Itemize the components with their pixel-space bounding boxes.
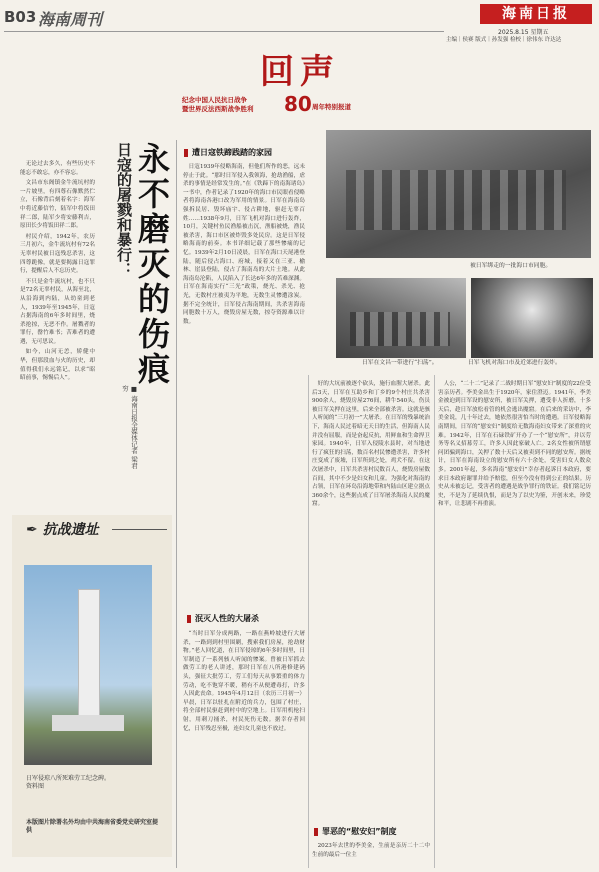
column-divider [434, 375, 435, 868]
section-name: 海南周刊 [38, 10, 103, 29]
kangzhan-box [12, 515, 172, 857]
column-divider [308, 375, 309, 868]
paper-name: 海南日报 [480, 4, 592, 24]
section2-body: “当时日军分成两路，一路在燕岭坡进行大屠杀，一路到到村里围剿，搜索我们房屋，抢劫财物。”老人回忆道，在日军侵琼的6年多时间里，日军制造了一系列骇人听闻的惨案。曾被日军抓去做劳工的老人讲述，那时日军在八所港修建码头，强征大批劳工，劳工们每天从事繁重的体力劳动，吃不饱穿不暖，稍有不从便遭毒打，许多人因此丧命。1945年4月12日（农历三月初一）早晨，日军以驻扎在附近的兵力，包围了村庄，将全部村民驱赶到村中的空地上。日军用机枪扫射，用刺刀捅杀，村民死伤无数。据幸存者回忆，日军残忍至极，连妇女儿童也不放过。 [183, 631, 305, 732]
byline: ■ 海南日报全媒体记者 梁君穷 [121, 385, 138, 469]
memorial-base [52, 715, 124, 731]
banner-text [182, 96, 254, 114]
intro-text [20, 160, 95, 480]
headline-deck: 日寇的屠戮和暴行： [115, 142, 133, 277]
banner-number: 80 [284, 92, 312, 116]
kangzhan-title-text: 抗战遗址 [42, 522, 99, 538]
page-number: B03 [4, 8, 37, 26]
photo-sweep [336, 278, 466, 358]
intro-paragraph: 不只是金牛流坑村，也不只是72名无辜村民，从海至北，从沿海到内陆，从幼童到老人，1939年至1945年，日寇占据海南的6年多时间里，烧杀抢掠，无恶不作。屠戮者的罪行，罄竹难书；苦难者的遭遇，无可思议。 [20, 278, 95, 345]
section-heading: 罪恶的“慰安妇”制度 [322, 827, 397, 836]
headline-main: 永不磨灭的伤痕 [133, 142, 171, 387]
masthead-rule [4, 31, 444, 32]
editors-line: 主编｜侯赛 版式｜孙发强 检校｜徐伟东 许达达 [446, 37, 562, 43]
kangzhan-title [26, 519, 99, 539]
banner-line1: 纪念中国人民抗日战争 [182, 96, 247, 104]
photo-caption: 日军在文昌一带进行“扫荡”。 [362, 360, 438, 366]
memorial-monument [78, 589, 100, 721]
column3-body: 好的大坑前被逐个砍头，施行血腥大屠杀。此后3天，日军在互助乡和丁乡的9个村庄共杀害900余人，烧毁房屋276间，耕牛540头，伤员被日军关押在这里，后来全部被杀害。这就是骇人听闻的“三月初一”大屠杀。在日军的残暴统治下，海南人民过着暗无天日的生活，但海南人民并没有屈服，而是奋起反抗，用鲜血和生命捍卫家园。1940年，日军入侵陵水县时，对当地进行了疯狂的扫荡，数百名村民惨遭杀害，许多村庄变成了废墟，日军所到之处，鸡犬不留。在这次屠杀中，日军共杀害村民数百人，烧毁房屋数百间，其中不少是妇女和儿童。为强化对海南的占领，日军在环岛沿海地带和内陆山区建立据点360余个，这些据点成了日军屠杀海南人民的魔窟。 [312, 381, 430, 508]
section1-body: 日寇1939年侵略海南，但他们所作的恶，远未停止于此。“那时日军侵入我领海，抢劫渔船，虐杀的事情是经常发生的。”在《铁蹄下的南海诸岛》一书中，作者记录了1920年的海口市民眼看侵略者将海南各港口改为军用的情景。日军在海南岛强拆民居、毁坏庙宇、侵占耕地，驱赶无辜百姓……1938年9月，日军飞机对海口进行轰炸，10月，关键村鱼民渔船被击沉，渔船被烧，渔民被杀害，海口市区被炸毁多处民房。这是日军侵略海南的前奏。本书详细记载了那些惨痛的记忆。1939年2月10日凌晨，日军在海口天尾港登陆，随后侵占海口、府城，接着又在三亚、榆林、崖县登陆，侵占了海南岛的大片土地。从此海南岛沦陷，人民陷入了长达6年多的苦难深渊。日军在海南实行“三光”政策，烧光、杀光、抢光，无数村庄被夷为平地，无数生灵惨遭涂炭。据不完全统计，日军侵占海南期间，共杀害海南同胞数十万人，烧毁房屋无数，掠夺资源难以计数。 [183, 164, 305, 325]
photo-caption: 被日军绑走的一批海口市同胞。 [470, 263, 552, 269]
banner-title: 回声 [260, 52, 340, 92]
heading-bullet-icon [187, 615, 191, 623]
photo-soldiers [350, 312, 450, 346]
photo-caption: 日军飞机对海口市及近郊进行轰炸。 [468, 360, 561, 366]
column4-body: 人公，“二十二”记录了二战时期日军“慰安妇”制度的22位受害亲历者。李美金出生于1920年，家住澄迈。1941年，李美金被迫到日军设的慰安所，被日军关押，遭受非人折磨，十多天后，趁日军放松看管的机会逃出魔窟。在后来的采访中，李美金说，几十年过去，她依然很害怕当时的遭遇。日军侵略海南期间，日军的“慰安妇”制度给无数海南妇女带来了深重的灾难。1942年，日军在石碌铁矿开办了一个“慰安所”，并以劳务等名义招募劳工，许多人因此家破人亡。2名女性被所谓慰问团骗到海口，关押了数十天后又被卖到不同的慰安所。据统计，日军在海南设立的慰安所有六十余处，受害妇女人数众多。2001年起，多名海南“慰安妇”幸存者起诉日本政府，要求日本政府谢罪并给予赔偿，但至今没有得到公正的结果。历史从未被忘记，受害者的遭遇是战争罪行的铁证。我们铭记历史，不是为了延续仇恨，而是为了以史为鉴，开创未来，珍爱和平，让悲剧不再重演。 [438, 381, 591, 508]
intro-paragraph: 如今，山河无恙，矫健中华，但那段血与火的历史，却值得我们永远铭记，以求“昭昭前事，惕惕后人”。 [20, 349, 95, 382]
kangzhan-caption [26, 775, 156, 791]
intro-lead: 无论过去多久，有些历史不能忘不敢忘，亦不容忘。 [20, 161, 95, 176]
intro-paragraph: 村民介绍，1942年，农历三月初六，金牛流坑村有72名无辜村民被日寇残忍杀害，这四尊跪像，就是要揭露日寇罪行，提醒后人不忘历史。 [20, 233, 95, 275]
photo-note: 本版图片除署名外均由中共海南省委党史研究室提供 [26, 819, 159, 834]
caption-credit: 资料图 [26, 783, 45, 790]
heading-bullet-icon [184, 149, 188, 157]
banner-line3: 周年特别报道 [312, 103, 351, 111]
photo-figures [346, 170, 566, 230]
title-rule [112, 529, 167, 530]
column-divider [176, 140, 177, 868]
masthead [0, 0, 599, 43]
photo-captives [326, 130, 591, 258]
heading-bullet-icon [314, 828, 318, 836]
issue-date: 2025.8.15 星期五 [498, 29, 549, 36]
intro-paragraph: 文昌市东阁镇金牛流坑村的一片坡里，有四尊石像默然伫立，石像背后刻着名字：海军中将近藤信竹，陆军中将饭田祥二郎，陆军少将安藤利吉，原田长少将饭田祥二郎。 [20, 180, 95, 230]
banner-line2: 暨世界反法西斯战争胜利 [182, 105, 254, 113]
section3-lead: 2023年去世的李美金，生前是亲历二十二中生前的最后一位主 [312, 843, 430, 858]
pen-icon: ✒ [26, 522, 38, 538]
photo-bombing [471, 278, 593, 358]
caption-line: 日军侵琼八所死难劳工纪念碑。 [26, 775, 111, 782]
banner [170, 44, 430, 124]
section-heading: 泯灭人性的大屠杀 [195, 614, 259, 623]
section-heading: 遭日寇铁蹄践踏的家园 [192, 148, 272, 157]
memorial-photo [24, 565, 152, 765]
